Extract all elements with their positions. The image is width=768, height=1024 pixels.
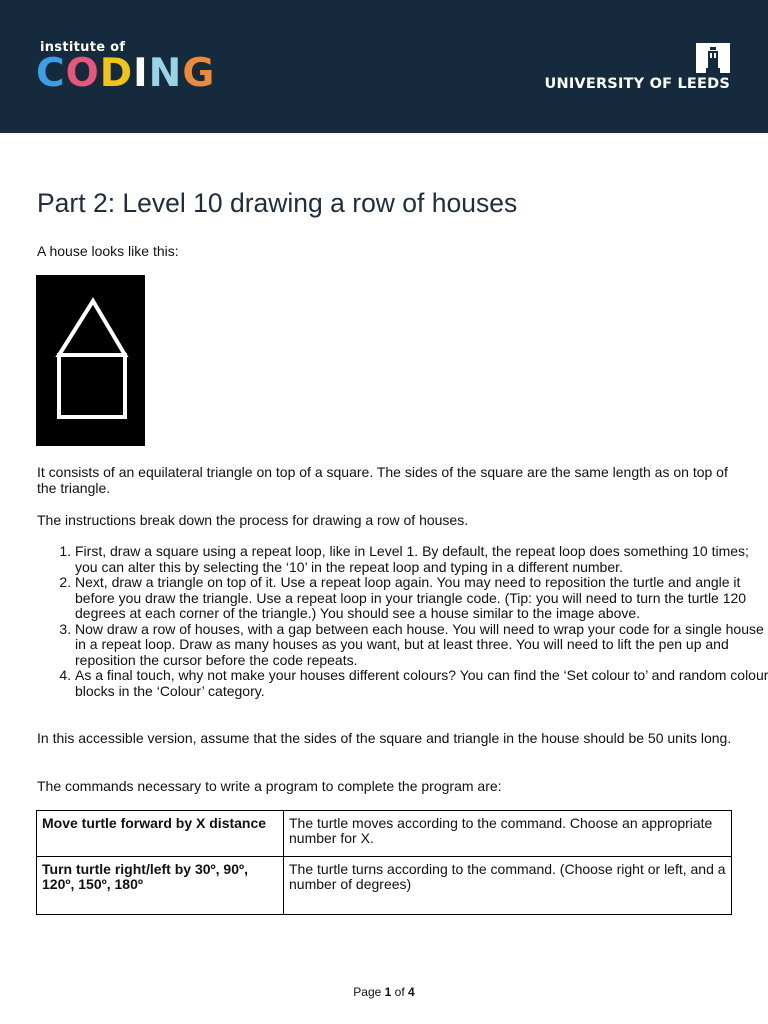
university-tower-icon [696,43,730,73]
of-label: of [394,985,405,999]
ioc-letter: I [133,51,149,96]
current-page: 1 [384,985,392,999]
ioc-letter: D [99,51,134,96]
total-pages: 4 [408,985,415,999]
command-description: The turtle moves according to the command. Choose an appropriate number for X. [284,811,732,857]
instruction-steps [37,544,768,699]
intro-text: A house looks like this: [37,243,179,259]
page-footer [0,985,768,999]
step-item: 3. Now draw a row of houses, with a gap between each house. You will need to wrap your code for a single house in a repeat loop. Draw as many houses as you want, but at least three. You will need to lift the pen up and reposition the cursor before the code repeats. [75,622,768,669]
description-text: It consists of an equilateral triangle on top of a square. The sides of the square are the same length as on top of the triangle. [37,464,728,496]
accessible-note: In this accessible version, assume that the sides of the square and triangle in the house should be 50 units long. [37,730,732,746]
ioc-letter: C [36,51,66,96]
step-item: 4. As a final touch, why not make your houses different colours? You can find the ‘Set colour to’ and random colour blocks in the ‘Colour’ category. [75,668,768,699]
house-image [36,275,145,446]
document-header [0,0,768,133]
ioc-logo-coding-text [36,51,215,97]
command-name: Move turtle forward by X distance [37,811,284,857]
table-row [37,857,732,915]
table-row [37,811,732,857]
command-description: The turtle turns according to the command. (Choose right or left, and a number of degrees) [284,857,732,915]
university-name: UNIVERSITY OF LEEDS [544,76,730,92]
ioc-letter: N [148,51,183,96]
step-item: 2. Next, draw a triangle on top of it. Use a repeat loop again. You may need to reposition the turtle and angle it before you draw the triangle. Use a repeat loop in your triangle code. (Tip: you will need to turn the turtle 120 degrees at each corner of the triangle.) You should see a house similar to the image above. [75,575,768,622]
ioc-logo-small-text: institute of [40,40,126,55]
house-body-square [59,355,125,417]
commands-intro: The commands necessary to write a program to complete the program are: [37,778,502,794]
house-drawing [36,275,145,446]
page-title: Part 2: Level 10 drawing a row of houses [37,188,518,218]
page-label: Page [353,985,382,999]
commands-table [36,810,732,915]
ioc-letter: O [65,51,100,96]
command-name: Turn turtle right/left by 30º, 90º, 120º, 150º, 180º [37,857,284,915]
step-item: 1. First, draw a square using a repeat loop, like in Level 1. By default, the repeat loop does something 10 times; you can alter this by selecting the ‘10’ in the repeat loop and typing in a different number. [75,544,768,575]
ioc-letter: G [182,51,216,96]
house-roof-triangle [59,301,125,355]
instructions-intro: The instructions break down the process for drawing a row of houses. [37,512,469,528]
